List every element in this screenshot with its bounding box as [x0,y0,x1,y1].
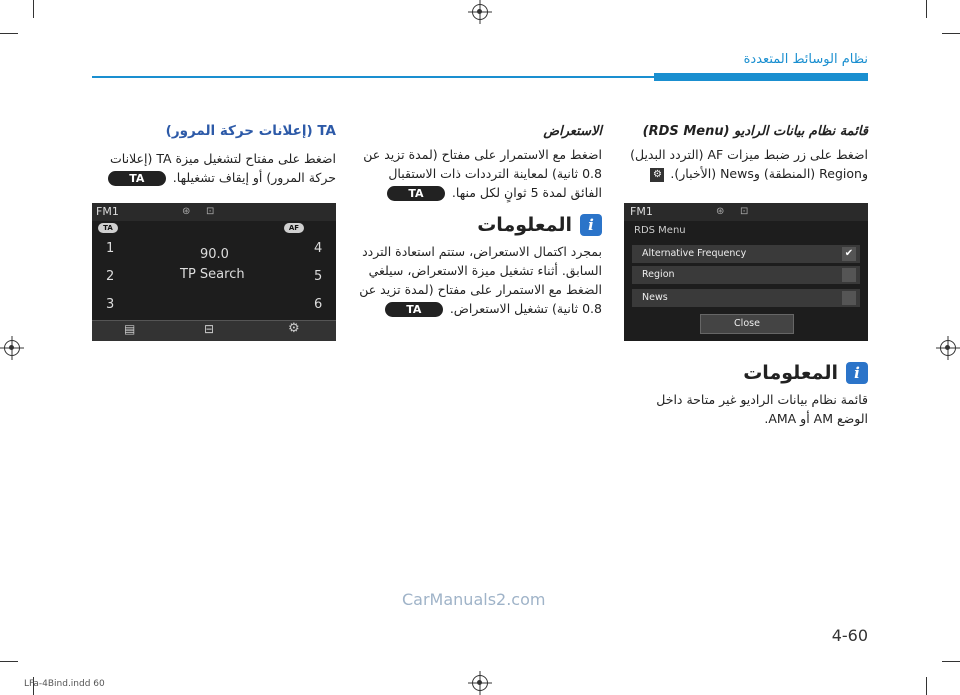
signal-icon: ⊛ [716,206,725,217]
rds-section-body: اضغط على زر ضبط ميزات AF (التردد البديل) وRegion (المنطقة) وNews (الأخبار). ⚙ [630,147,868,181]
preset-button-3[interactable]: 3 [106,297,115,312]
frequency-display: 90.0 [200,247,229,262]
scan-info-header [358,214,602,236]
rds-column [624,122,868,183]
rds-info-title: المعلومات [743,361,838,384]
registration-mark-icon [472,4,488,20]
trim-mark [926,677,927,695]
rds-info-block [624,350,868,428]
scan-column [358,122,602,318]
signal-icon: ⊛ [182,206,191,217]
rds-option-news[interactable]: News [632,289,860,307]
header-accent-bar [654,73,868,81]
preset-button-1[interactable]: 1 [106,241,115,256]
preset-button-4[interactable]: 4 [314,241,323,256]
ta-column [92,122,336,187]
info-icon: i [580,214,602,236]
close-button[interactable]: Close [700,314,794,334]
registration-mark-icon [472,675,488,691]
rds-info-body: قائمة نظام بيانات الراديو غير متاحة داخل الوضع AM أو AMA. [656,392,868,426]
ta-radio-screen [92,203,336,341]
scan-info-body: بمجرد اكتمال الاستعراض، ستتم استعادة التردد السابق. أثناء تشغيل ميزة الاستعراض، سيلغي الضغط مع الاستمرار على مفتاح (لمدة تزيد عن 0.8 ثانية) تشغيل الاستعراض. TA [359,244,602,316]
rds-section-title: قائمة نظام بيانات الراديو (RDS Menu) [642,124,868,139]
ta-key-icon: TA [385,302,443,317]
preset-button-2[interactable]: 2 [106,269,115,284]
checkbox-unchecked-icon[interactable] [842,268,856,282]
watermark-text: CarManuals2.com [402,590,546,609]
rds-info-header [624,362,868,384]
page-number: 4-60 [831,626,868,645]
trim-mark [0,661,18,662]
band-label: FM1 [96,205,119,218]
footer-file-label: LFa-4Bind.indd 60 [24,679,105,689]
rds-menu-title: RDS Menu [634,225,686,236]
scan-section-title: الاستعراض [543,124,602,139]
ta-indicator-badge: TA [98,223,118,233]
gear-icon[interactable]: ⚙ [288,321,300,336]
af-indicator-badge: AF [284,223,304,233]
preset-button-6[interactable]: 6 [314,297,323,312]
trim-mark [942,33,960,34]
scan-info-title: المعلومات [477,213,572,236]
tp-search-status: TP Search [180,267,245,282]
registration-mark-icon [940,340,956,356]
trim-mark [33,0,34,18]
section-header-title: نظام الوسائط المتعددة [743,52,868,67]
radio-list-icon[interactable]: ⊟ [204,322,215,336]
preset-button-5[interactable]: 5 [314,269,323,284]
ta-section-title: TA (إعلانات حركة المرور) [165,123,336,139]
settings-key-icon: ⚙ [650,168,664,182]
ta-key-icon: TA [108,171,166,186]
rds-option-region[interactable]: Region [632,266,860,284]
radio-info-icon[interactable]: ▤ [124,322,136,336]
rds-option-alternative-frequency[interactable]: Alternative Frequency ✔ [632,245,860,263]
rds-menu-screen [624,203,868,341]
band-label: FM1 [630,205,653,218]
media-icon: ⊡ [206,206,215,217]
registration-mark-icon [4,340,20,356]
ta-section-body: اضغط على مفتاح لتشغيل ميزة TA (إعلانات حركة المرور) أو إيقاف تشغيلها. TA [92,149,336,187]
trim-mark [942,661,960,662]
media-icon: ⊡ [740,206,749,217]
checkbox-checked-icon[interactable]: ✔ [842,247,856,261]
trim-mark [0,33,18,34]
ta-key-icon: TA [387,186,445,201]
info-icon: i [846,362,868,384]
checkbox-unchecked-icon[interactable] [842,291,856,305]
trim-mark [926,0,927,18]
scan-section-body: اضغط مع الاستمرار على مفتاح (لمدة تزيد عن 0.8 ثانية) لمعاينة الترددات ذات الاستقبال الفائق لمدة 5 ثوانٍ لكل منها. TA [363,147,602,200]
